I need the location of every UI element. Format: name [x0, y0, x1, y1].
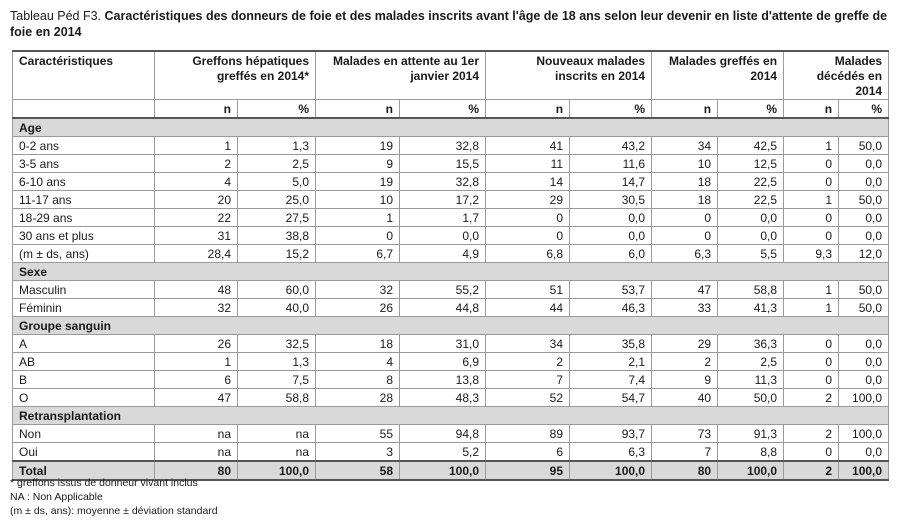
cell-pct: 48,3: [400, 389, 486, 407]
total-pct: 100,0: [400, 461, 486, 480]
cell-pct: 50,0: [839, 137, 889, 155]
row-label: AB: [13, 353, 155, 371]
subheader-n: n: [155, 100, 238, 119]
cell-n: 41: [486, 137, 570, 155]
cell-n: 51: [486, 281, 570, 299]
section-row: [13, 118, 889, 137]
cell-n: 7: [652, 443, 718, 462]
cell-pct: 2,5: [718, 353, 784, 371]
cell-n: 32: [155, 299, 238, 317]
cell-n: 47: [155, 389, 238, 407]
cell-pct: 0,0: [718, 209, 784, 227]
cell-pct: 11,3: [718, 371, 784, 389]
table-row: [13, 299, 889, 317]
row-label: 18-29 ans: [13, 209, 155, 227]
cell-n: 0: [784, 173, 839, 191]
cell-pct: 60,0: [238, 281, 316, 299]
cell-pct: 12,5: [718, 155, 784, 173]
cell-n: 2: [486, 353, 570, 371]
cell-n: 0: [486, 209, 570, 227]
cell-n: na: [155, 443, 238, 462]
row-label: (m ± ds, ans): [13, 245, 155, 263]
cell-pct: 54,7: [570, 389, 652, 407]
subheader-n: n: [316, 100, 400, 119]
cell-n: na: [155, 425, 238, 443]
total-n: 58: [316, 461, 400, 480]
cell-pct: 2,5: [238, 155, 316, 173]
table-title: [10, 8, 898, 40]
table-title-text: Caractéristiques des donneurs de foie et des malades inscrits avant l'âge de 18 ans selon leur devenir en liste d'attente de greffe de foie en 2014: [10, 9, 888, 39]
cell-n: 11: [486, 155, 570, 173]
cell-n: 14: [486, 173, 570, 191]
cell-n: 10: [316, 191, 400, 209]
cell-pct: 5,2: [400, 443, 486, 462]
cell-pct: 5,0: [238, 173, 316, 191]
cell-pct: 6,3: [570, 443, 652, 462]
cell-pct: 5,5: [718, 245, 784, 263]
cell-pct: 27,5: [238, 209, 316, 227]
cell-pct: 31,0: [400, 335, 486, 353]
row-label: Oui: [13, 443, 155, 462]
cell-n: 1: [155, 137, 238, 155]
total-pct: 100,0: [570, 461, 652, 480]
cell-pct: 53,7: [570, 281, 652, 299]
cell-pct: 0,0: [839, 353, 889, 371]
cell-pct: 58,8: [238, 389, 316, 407]
cell-pct: 15,2: [238, 245, 316, 263]
cell-pct: 13,8: [400, 371, 486, 389]
cell-pct: 0,0: [839, 443, 889, 462]
cell-n: 3: [316, 443, 400, 462]
total-pct: 100,0: [839, 461, 889, 480]
total-n: 80: [155, 461, 238, 480]
cell-n: 6,3: [652, 245, 718, 263]
section-row: [13, 263, 889, 281]
cell-pct: 7,4: [570, 371, 652, 389]
cell-pct: 1,3: [238, 137, 316, 155]
cell-pct: 0,0: [839, 155, 889, 173]
header-en-attente: Malades en attente au 1er janvier 2014: [316, 51, 486, 100]
footnote-non-applicable: NA : Non Applicable: [10, 491, 103, 503]
cell-pct: 0,0: [839, 209, 889, 227]
cell-pct: 1,3: [238, 353, 316, 371]
table-row: [13, 245, 889, 263]
cell-n: 1: [784, 137, 839, 155]
cell-n: 18: [316, 335, 400, 353]
cell-n: 19: [316, 137, 400, 155]
cell-pct: 11,6: [570, 155, 652, 173]
cell-n: 0: [784, 353, 839, 371]
total-n: 95: [486, 461, 570, 480]
cell-pct: 8,8: [718, 443, 784, 462]
table-row: [13, 335, 889, 353]
section-label: Sexe: [13, 263, 889, 281]
cell-n: 0: [316, 227, 400, 245]
cell-pct: 42,5: [718, 137, 784, 155]
header-nouveaux: Nouveaux malades inscrits en 2014: [486, 51, 652, 100]
section-row: [13, 407, 889, 425]
cell-n: 6: [486, 443, 570, 462]
cell-n: 26: [155, 335, 238, 353]
cell-pct: 40,0: [238, 299, 316, 317]
cell-n: 47: [652, 281, 718, 299]
cell-n: 10: [652, 155, 718, 173]
subheader-n: n: [784, 100, 839, 119]
total-label: Total: [13, 461, 155, 480]
total-n: 2: [784, 461, 839, 480]
cell-n: 2: [784, 425, 839, 443]
cell-pct: 2,1: [570, 353, 652, 371]
cell-n: 9,3: [784, 245, 839, 263]
cell-pct: 0,0: [839, 371, 889, 389]
table-row: [13, 389, 889, 407]
cell-n: 19: [316, 173, 400, 191]
cell-n: 1: [155, 353, 238, 371]
cell-n: 0: [652, 227, 718, 245]
cell-pct: 50,0: [839, 299, 889, 317]
cell-n: 7: [486, 371, 570, 389]
header-greffons: Greffons hépatiques greffés en 2014*: [155, 51, 316, 100]
cell-pct: 6,0: [570, 245, 652, 263]
row-label: 11-17 ans: [13, 191, 155, 209]
table-row: [13, 173, 889, 191]
header-row: [13, 51, 889, 100]
subheader-pct: %: [238, 100, 316, 119]
cell-n: 0: [784, 227, 839, 245]
footnotes: [10, 476, 218, 518]
cell-pct: 30,5: [570, 191, 652, 209]
footnote-donneur-vivant: * greffons issus de donneur vivant inclus: [10, 477, 198, 489]
row-label: Masculin: [13, 281, 155, 299]
cell-n: 6,8: [486, 245, 570, 263]
cell-pct: 0,0: [570, 227, 652, 245]
cell-pct: 58,8: [718, 281, 784, 299]
cell-pct: 14,7: [570, 173, 652, 191]
cell-pct: 35,8: [570, 335, 652, 353]
cell-pct: 4,9: [400, 245, 486, 263]
table-row: [13, 371, 889, 389]
table-row: [13, 443, 889, 462]
cell-n: 0: [784, 335, 839, 353]
cell-pct: 0,0: [839, 173, 889, 191]
cell-pct: 50,0: [839, 281, 889, 299]
row-label: B: [13, 371, 155, 389]
cell-pct: 91,3: [718, 425, 784, 443]
section-label: Age: [13, 118, 889, 137]
cell-n: 6,7: [316, 245, 400, 263]
cell-n: 28: [316, 389, 400, 407]
subheader-row: [13, 100, 889, 119]
cell-n: 52: [486, 389, 570, 407]
cell-n: 89: [486, 425, 570, 443]
data-table: [12, 50, 889, 481]
cell-n: 8: [316, 371, 400, 389]
cell-n: 6: [155, 371, 238, 389]
cell-pct: 32,8: [400, 173, 486, 191]
total-pct: 100,0: [718, 461, 784, 480]
cell-pct: 43,2: [570, 137, 652, 155]
cell-n: 1: [784, 299, 839, 317]
row-label: A: [13, 335, 155, 353]
cell-pct: 0,0: [839, 335, 889, 353]
cell-pct: 22,5: [718, 173, 784, 191]
row-label: 6-10 ans: [13, 173, 155, 191]
cell-n: 1: [784, 281, 839, 299]
cell-n: 32: [316, 281, 400, 299]
table-row: [13, 227, 889, 245]
cell-pct: 0,0: [400, 227, 486, 245]
cell-pct: na: [238, 443, 316, 462]
table-row: [13, 281, 889, 299]
header-caracteristiques: Caractéristiques: [13, 51, 155, 100]
row-label: 3-5 ans: [13, 155, 155, 173]
cell-n: 2: [784, 389, 839, 407]
cell-n: 48: [155, 281, 238, 299]
cell-n: 28,4: [155, 245, 238, 263]
header-decedes: Malades décédés en 2014: [784, 51, 889, 100]
cell-pct: 32,8: [400, 137, 486, 155]
row-label: Non: [13, 425, 155, 443]
cell-n: 9: [652, 371, 718, 389]
cell-n: 1: [784, 191, 839, 209]
subheader-pct: %: [718, 100, 784, 119]
cell-n: 1: [316, 209, 400, 227]
section-label: Retransplantation: [13, 407, 889, 425]
section-label: Groupe sanguin: [13, 317, 889, 335]
cell-n: 34: [652, 137, 718, 155]
cell-n: 2: [155, 155, 238, 173]
header-greffes: Malades greffés en 2014: [652, 51, 784, 100]
row-label: 30 ans et plus: [13, 227, 155, 245]
cell-pct: 25,0: [238, 191, 316, 209]
total-n: 80: [652, 461, 718, 480]
table-row: [13, 155, 889, 173]
cell-pct: 22,5: [718, 191, 784, 209]
cell-n: 29: [486, 191, 570, 209]
cell-n: 40: [652, 389, 718, 407]
cell-n: 73: [652, 425, 718, 443]
section-row: [13, 317, 889, 335]
cell-pct: 36,3: [718, 335, 784, 353]
cell-n: 34: [486, 335, 570, 353]
footnote-moyenne: (m ± ds, ans): moyenne ± déviation standard: [10, 505, 218, 517]
cell-pct: 94,8: [400, 425, 486, 443]
cell-pct: 50,0: [718, 389, 784, 407]
cell-n: 0: [784, 209, 839, 227]
row-label: Féminin: [13, 299, 155, 317]
cell-n: 0: [652, 209, 718, 227]
cell-pct: 6,9: [400, 353, 486, 371]
cell-pct: 50,0: [839, 191, 889, 209]
cell-n: 55: [316, 425, 400, 443]
table-row: [13, 353, 889, 371]
table-title-lead: Tableau Péd F3.: [10, 9, 102, 23]
cell-pct: 0,0: [718, 227, 784, 245]
cell-pct: 100,0: [839, 425, 889, 443]
cell-n: 0: [784, 155, 839, 173]
cell-n: 33: [652, 299, 718, 317]
cell-n: 0: [486, 227, 570, 245]
table-row: [13, 209, 889, 227]
row-label: O: [13, 389, 155, 407]
cell-n: 22: [155, 209, 238, 227]
cell-pct: 15,5: [400, 155, 486, 173]
cell-n: 4: [155, 173, 238, 191]
subheader-blank: [13, 100, 155, 119]
cell-pct: 46,3: [570, 299, 652, 317]
cell-n: 29: [652, 335, 718, 353]
cell-n: 44: [486, 299, 570, 317]
subheader-n: n: [486, 100, 570, 119]
cell-pct: 100,0: [839, 389, 889, 407]
cell-pct: 0,0: [570, 209, 652, 227]
cell-pct: 93,7: [570, 425, 652, 443]
cell-n: 18: [652, 191, 718, 209]
subheader-n: n: [652, 100, 718, 119]
cell-pct: 17,2: [400, 191, 486, 209]
cell-pct: 44,8: [400, 299, 486, 317]
cell-pct: 0,0: [839, 227, 889, 245]
cell-pct: 7,5: [238, 371, 316, 389]
cell-n: 0: [784, 371, 839, 389]
cell-n: 0: [784, 443, 839, 462]
row-label: 0-2 ans: [13, 137, 155, 155]
cell-n: 4: [316, 353, 400, 371]
cell-pct: 41,3: [718, 299, 784, 317]
cell-pct: 55,2: [400, 281, 486, 299]
cell-n: 2: [652, 353, 718, 371]
table-row: [13, 137, 889, 155]
cell-n: 18: [652, 173, 718, 191]
cell-pct: 12,0: [839, 245, 889, 263]
cell-pct: 38,8: [238, 227, 316, 245]
cell-pct: 1,7: [400, 209, 486, 227]
cell-n: 26: [316, 299, 400, 317]
subheader-pct: %: [839, 100, 889, 119]
cell-pct: na: [238, 425, 316, 443]
subheader-pct: %: [570, 100, 652, 119]
cell-n: 20: [155, 191, 238, 209]
cell-pct: 32,5: [238, 335, 316, 353]
cell-n: 9: [316, 155, 400, 173]
total-pct: 100,0: [238, 461, 316, 480]
table-row: [13, 191, 889, 209]
cell-n: 31: [155, 227, 238, 245]
subheader-pct: %: [400, 100, 486, 119]
table-row: [13, 425, 889, 443]
